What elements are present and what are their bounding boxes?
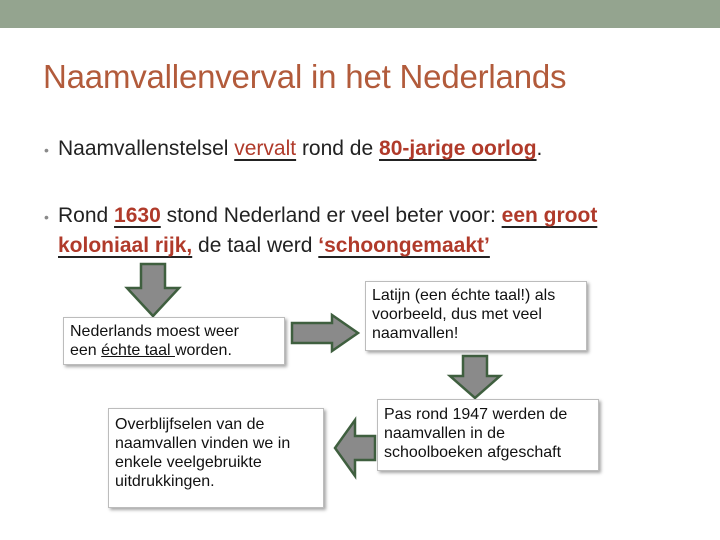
- left-arrow-icon: [333, 418, 377, 478]
- bullet-2: • Rond 1630 stond Nederland er veel beter voor: een groot koloniaal rijk, de taal werd ‘schoongemaakt’: [44, 204, 598, 257]
- slide-title: Naamvallenverval in het Nederlands: [43, 58, 567, 95]
- link-schoongemaakt[interactable]: ‘schoongemaakt’: [318, 234, 490, 257]
- bullet-dot-icon: •: [44, 142, 49, 158]
- top-color-bar: [0, 0, 720, 28]
- bullet-dot-icon: •: [44, 209, 49, 225]
- bullet-1: • Naamvallenstelsel vervalt rond de 80-jarige oorlog.: [58, 134, 698, 164]
- box-latijn-voorbeeld: Latijn (een échte taal!) als voorbeeld, dus met veel naamvallen!: [365, 281, 587, 351]
- box-pas-rond-1947: Pas rond 1947 werden de naamvallen in de schoolboeken afgeschaft: [377, 399, 599, 471]
- box-nederlands-echte-taal: Nederlands moest weer een échte taal worden.: [63, 317, 285, 365]
- link-vervalt[interactable]: vervalt: [234, 137, 297, 160]
- down-arrow-icon: [448, 354, 502, 400]
- link-1630[interactable]: 1630: [114, 204, 161, 227]
- down-arrow-icon: [125, 262, 181, 318]
- link-80-jarige-oorlog[interactable]: 80-jarige oorlog: [379, 137, 537, 160]
- right-arrow-icon: [290, 313, 360, 353]
- link-koloniaal-rijk[interactable]: een groot koloniaal rijk,: [58, 204, 598, 257]
- box-overblijfselen: Overblijfselen van de naamvallen vinden we in enkele veelgebruikte uitdrukkingen.: [108, 408, 324, 508]
